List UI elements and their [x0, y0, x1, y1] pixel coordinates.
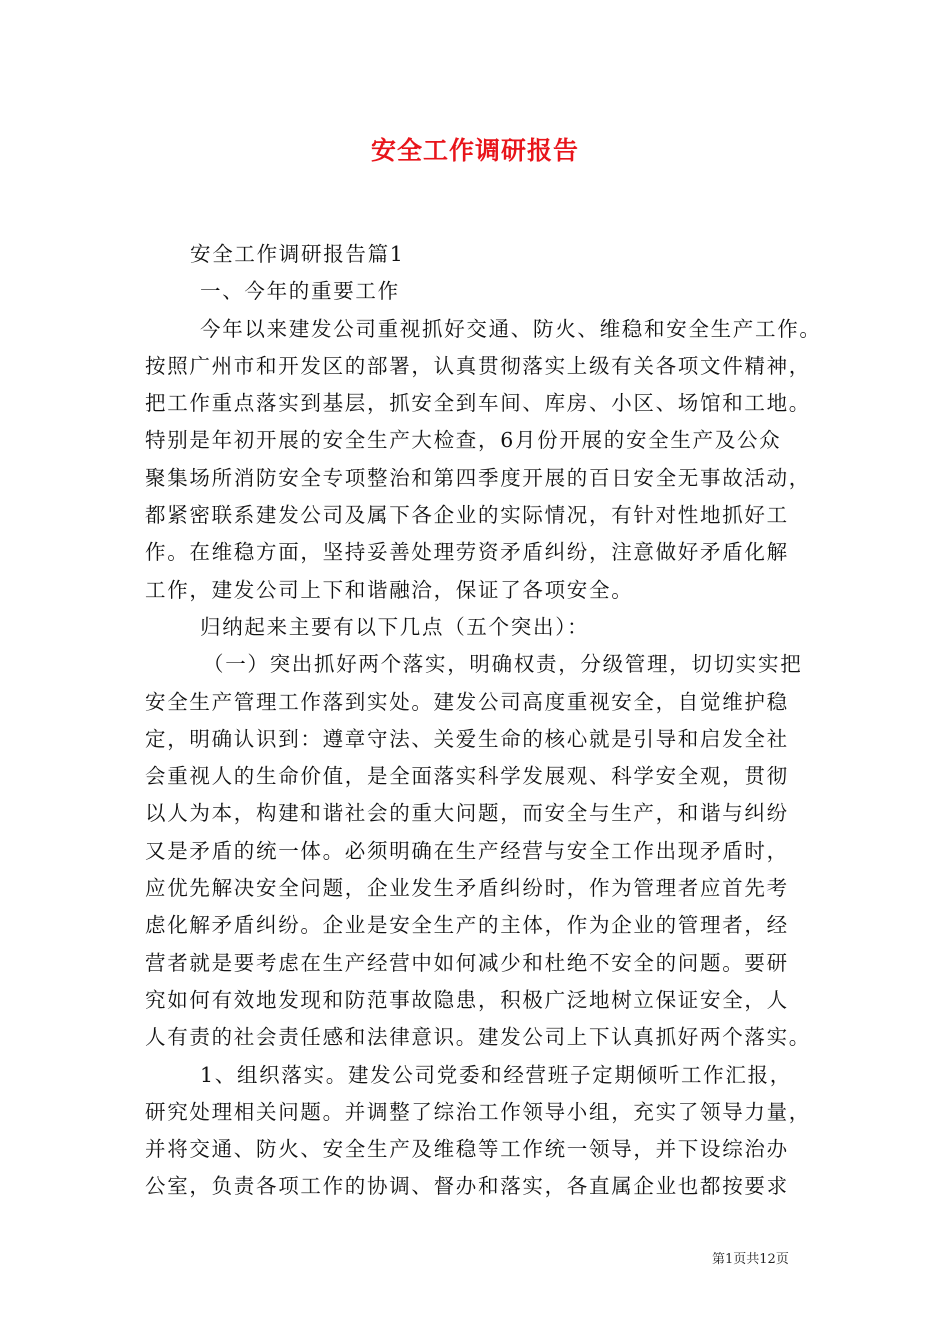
text-line: 并将交通、防火、安全生产及维稳等工作统一领导，并下设综治办: [145, 1137, 789, 1162]
text-line: 定，明确认识到：遵章守法、关爱生命的核心就是引导和启发全社: [145, 726, 789, 751]
text-line: 按照广州市和开发区的部署，认真贯彻落实上级有关各项文件精神，: [145, 353, 811, 378]
text-line: 营者就是要考虑在生产经营中如何减少和杜绝不安全的问题。要研: [145, 950, 789, 975]
text-line: 安全工作调研报告篇1: [190, 242, 405, 266]
text-line: 又是矛盾的统一体。必须明确在生产经营与安全工作出现矛盾时，: [145, 838, 789, 863]
text-line: 今年以来建发公司重视抓好交通、防火、维稳和安全生产工作。: [200, 316, 822, 341]
text-line: 公室，负责各项工作的协调、督办和落实，各直属企业也都按要求: [145, 1174, 789, 1199]
text-line: （一）突出抓好两个落实，明确权责，分级管理，切切实实把: [203, 652, 803, 677]
text-line: 特别是年初开展的安全生产大检查，6月份开展的安全生产及公众: [145, 428, 782, 453]
text-line: 把工作重点落实到基层，抓安全到车间、库房、小区、场馆和工地。: [145, 391, 811, 416]
document-body: [145, 236, 835, 1206]
text-line: 安全生产管理工作落到实处。建发公司高度重视安全，自觉维护稳: [145, 689, 789, 714]
text-line: 归纳起来主要有以下几点（五个突出）：: [200, 614, 590, 639]
text-line: 究如何有效地发现和防范事故隐患，积极广泛地树立保证安全，人: [145, 987, 789, 1012]
text-line: 会重视人的生命价值，是全面落实科学发展观、科学安全观，贯彻: [145, 764, 789, 789]
text-line: 聚集场所消防安全专项整治和第四季度开展的百日安全无事故活动，: [145, 465, 811, 490]
text-line: 作。在维稳方面，坚持妥善处理劳资矛盾纠纷，注意做好矛盾化解: [145, 540, 789, 565]
page-number: 第1页共12页: [712, 1252, 789, 1267]
text-line: 应优先解决安全问题，企业发生矛盾纠纷时，作为管理者应首先考: [145, 876, 789, 901]
text-line: 虑化解矛盾纠纷。企业是安全生产的主体，作为企业的管理者，经: [145, 913, 789, 938]
text-line: 以人为本，构建和谐社会的重大问题，而安全与生产，和谐与纠纷: [145, 801, 789, 826]
text-line: 1、组织落实。建发公司党委和经营班子定期倾听工作汇报，: [200, 1062, 792, 1087]
text-line: 都紧密联系建发公司及属下各企业的实际情况，有针对性地抓好工: [145, 503, 789, 528]
document-title: 安全工作调研报告: [370, 136, 579, 165]
text-line: 研究处理相关问题。并调整了综治工作领导小组，充实了领导力量，: [145, 1099, 811, 1124]
text-line: 工作，建发公司上下和谐融洽，保证了各项安全。: [145, 577, 634, 602]
text-line: 一、今年的重要工作: [200, 279, 400, 304]
text-line: 人有责的社会责任感和法律意识。建发公司上下认真抓好两个落实。: [145, 1025, 811, 1050]
